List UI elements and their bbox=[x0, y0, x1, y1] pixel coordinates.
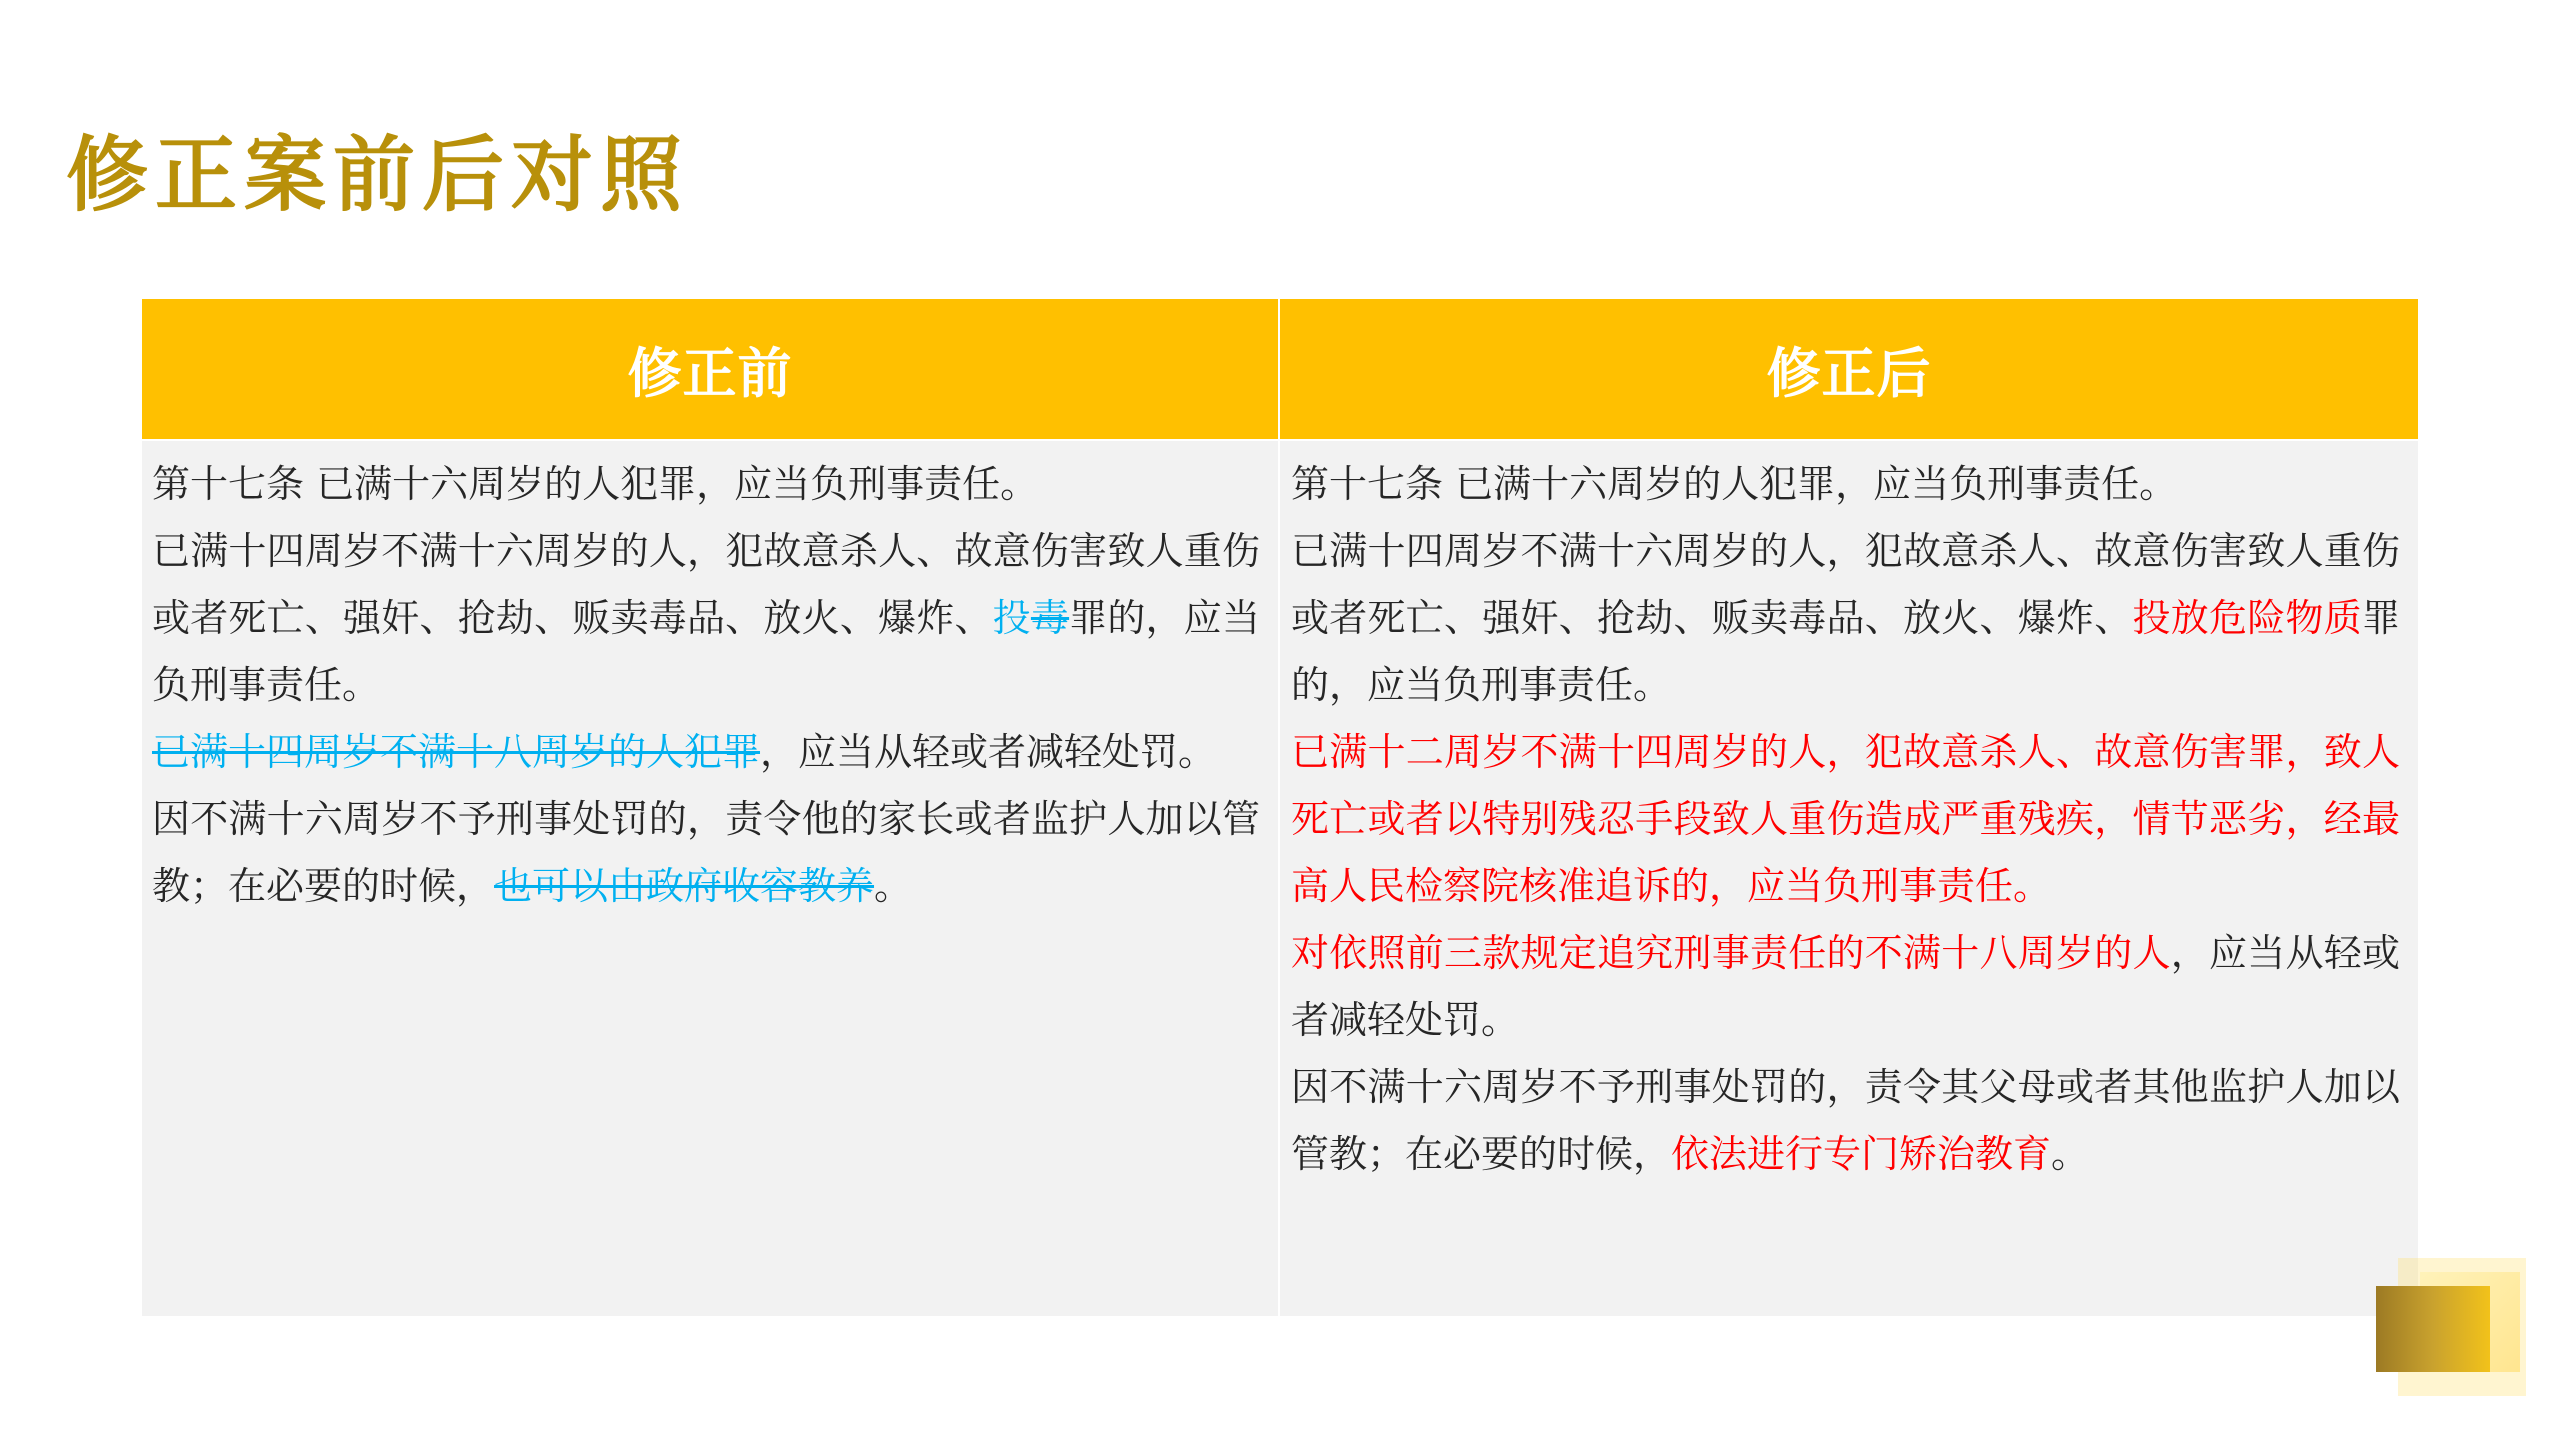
header-after bbox=[1280, 299, 2418, 439]
column-before bbox=[142, 441, 1278, 1316]
text: 。 bbox=[2051, 1132, 2090, 1176]
after-paragraph-1 bbox=[1291, 451, 2400, 518]
text: 。 bbox=[874, 864, 913, 908]
after-paragraph-4 bbox=[1291, 920, 2400, 1054]
before-paragraph-2 bbox=[152, 518, 1260, 719]
text: 罪的，应当负刑事责任。 bbox=[152, 596, 1260, 707]
added-text: 已满十二周岁不满十四周岁的人，犯故意杀人、故意伤害罪，致人死亡或者以特别残忍手段致人重伤造成严重残疾，情节恶劣，经最高人民检察院核准追诉的，应当负刑事责任。 bbox=[1291, 730, 2400, 908]
text: 罪的，应当负刑事责任。 bbox=[1291, 596, 2400, 707]
deleted-text: 毒 bbox=[1030, 596, 1070, 640]
deleted-text: 也可以由政府收容教养 bbox=[494, 864, 875, 908]
deleted-text: 投 bbox=[992, 596, 1031, 640]
after-paragraph-3 bbox=[1291, 719, 2400, 920]
text: 已满十四周岁不满十六周岁的人，犯故意杀人、故意伤害致人重伤或者死亡、强奸、抢劫、贩卖毒品、放火、爆炸、 bbox=[1291, 529, 2400, 640]
text: 已满十四周岁不满十六周岁的人，犯故意杀人、故意伤害致人重伤或者死亡、强奸、抢劫、贩卖毒品、放火、爆炸、 bbox=[152, 529, 1260, 640]
added-text: 依法进行专门矫治教育 bbox=[1671, 1132, 2052, 1176]
after-paragraph-2 bbox=[1291, 518, 2400, 719]
before-paragraph-3 bbox=[152, 719, 1260, 786]
added-text: 投放危险物质 bbox=[2132, 596, 2362, 640]
header-before bbox=[142, 299, 1278, 439]
decorative-square-gold bbox=[2376, 1286, 2490, 1372]
header-before-label: 修正前 bbox=[627, 341, 793, 405]
text: 因不满十六周岁不予刑事处罚的，责令他的家长或者监护人加以管教；在必要的时候， bbox=[152, 797, 1260, 908]
text: 第十七条 已满十六周岁的人犯罪，应当负刑事责任。 bbox=[152, 462, 1039, 506]
text: 第十七条 已满十六周岁的人犯罪，应当负刑事责任。 bbox=[1291, 462, 2178, 506]
text: ，应当从轻或者减轻处罚。 bbox=[1291, 931, 2400, 1042]
before-paragraph-4 bbox=[152, 786, 1260, 920]
added-text: 对依照前三款规定追究刑事责任的不满十八周岁的人 bbox=[1291, 931, 2171, 975]
deleted-text: 已满十四周岁不满十八周岁的人犯罪 bbox=[152, 730, 761, 774]
header-after-label: 修正后 bbox=[1766, 341, 1932, 405]
column-after bbox=[1280, 441, 2418, 1316]
before-paragraph-1 bbox=[152, 451, 1260, 518]
slide-title: 修正案前后对照 bbox=[66, 128, 690, 223]
text: ，应当从轻或者减轻处罚。 bbox=[760, 730, 1217, 774]
after-paragraph-5 bbox=[1291, 1054, 2400, 1188]
text: 因不满十六周岁不予刑事处罚的，责令其父母或者其他监护人加以管教；在必要的时候， bbox=[1291, 1065, 2400, 1176]
